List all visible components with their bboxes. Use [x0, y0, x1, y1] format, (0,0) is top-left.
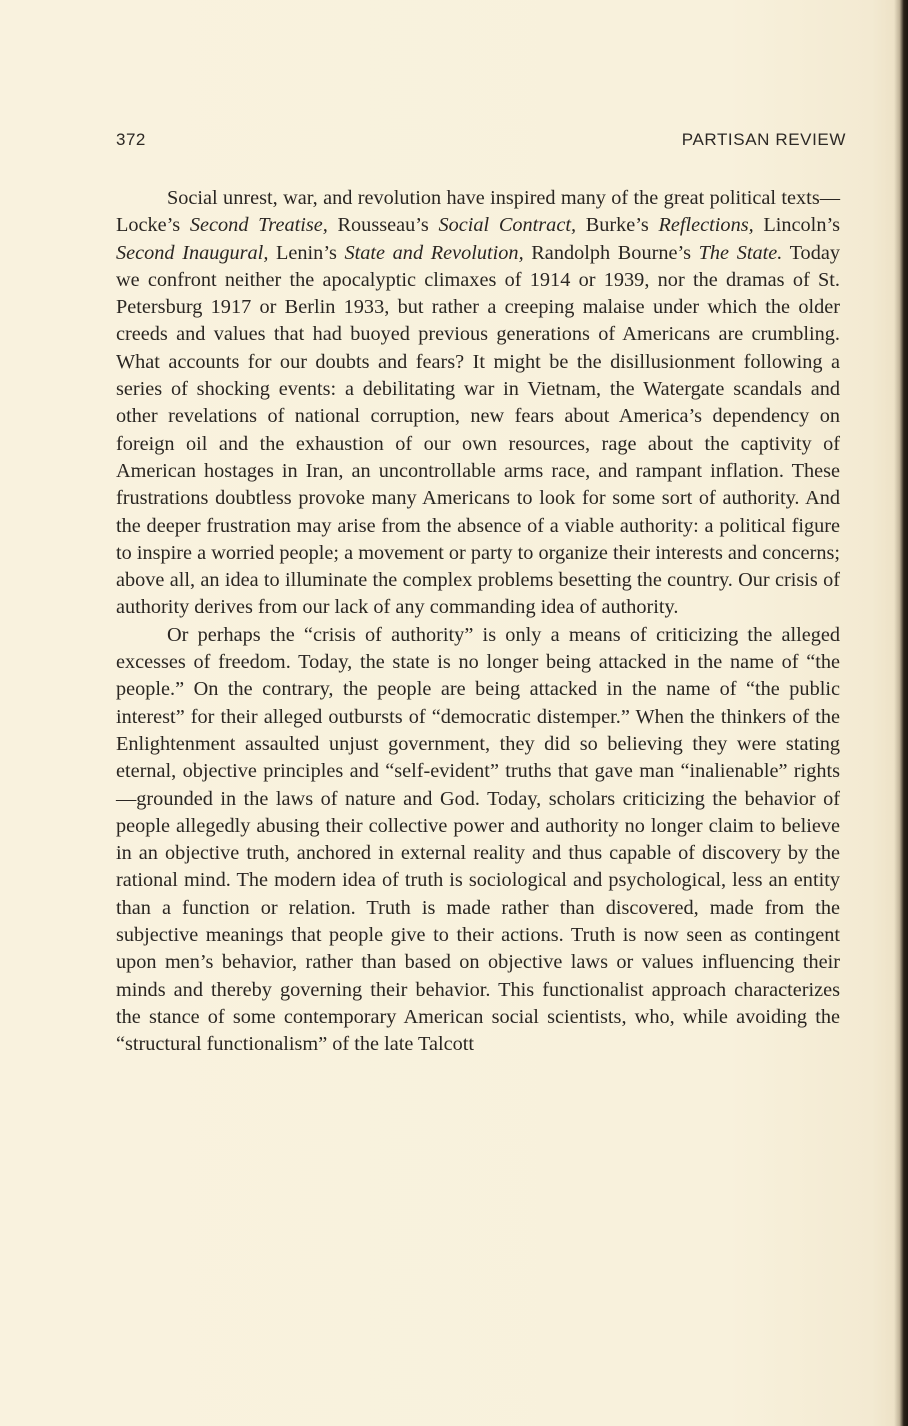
book-title: Social Contract, [438, 214, 577, 237]
text-run: Today we confront neither the apocalyptic climaxes of 1914 or 1939, nor the dramas of St. Petersburg 1917 or Berlin 1933, but rather a creeping malaise under which the older creeds and values that had buoyed previous generations of Americans are crumbling. What accounts for our doubts and fears? It might be the disillusionment following a series of shocking events: a debilitating war in Vietnam, the Watergate scandals and other revelations of national corruption, new fears about America’s dependency on foreign oil and the exhaustion of our own resources, rage about the captivity of American hostages in Iran, an uncontrollable arms race, and rampant inflation. These frustrations doubtless provoke many Americans to look for some sort of authority. And the deeper frustration may arise from the absence of a viable authority: a political figure to inspire a worried people; a movement or party to organize their interests and concerns; above all, an idea to illuminate the complex problems besetting the country. Our crisis of authority derives from our lack of any commanding idea of authority. [116, 241, 840, 619]
text-run: Lenin’s [268, 241, 345, 264]
text-run: Randolph Bourne’s [523, 241, 699, 264]
book-title: Reflections, [658, 214, 754, 237]
journal-title: PARTISAN REVIEW [681, 130, 846, 149]
book-title: The State. [698, 241, 783, 264]
text-run: Social unrest, war, and revolution have inspired many of the great political texts—Locke’s [116, 187, 840, 237]
paragraph-1 [116, 185, 840, 622]
running-header [116, 130, 846, 156]
text-run: Lincoln’s [753, 214, 840, 237]
page-number: 372 [116, 130, 146, 149]
book-title: State and Revolution, [344, 241, 524, 264]
paragraph-2: Or perhaps the “crisis of authority” is only a means of criticizing the alleged excesses of freedom. Today, the state is no longer being attacked in the name of “the people.” On the contrary, the people are being attacked in the name of “the public interest” for their alleged outbursts of “democratic distemper.” When the thinkers of the Enlightenment assaulted unjust government, they did so believing they were stating eternal, objective principles and “self-evident” truths that gave man “inalienable” rights—grounded in the laws of nature and God. Today, scholars criticizing the behavior of people allegedly abusing their collective power and authority no longer claim to believe in an objective truth, anchored in external reality and thus capable of discovery by the rational mind. The modern idea of truth is sociological and psychological, less an entity than a function or relation. Truth is made rather than discovered, made from the subjective meanings that people give to their actions. Truth is now seen as contingent upon men’s behavior, rather than based on objective laws or values influencing their minds and thereby governing their behavior. This functionalist approach characterizes the stance of some contemporary American social scientists, who, while avoiding the “structural functionalism” of the late Talcott [116, 623, 840, 1056]
book-spine-edge [894, 0, 908, 1426]
text-run: Rousseau’s [327, 214, 439, 237]
book-title: Second Inaugural, [116, 241, 269, 264]
text-run: Burke’s [576, 214, 659, 237]
article-body [116, 185, 840, 1059]
book-title: Second Treatise, [189, 214, 328, 237]
